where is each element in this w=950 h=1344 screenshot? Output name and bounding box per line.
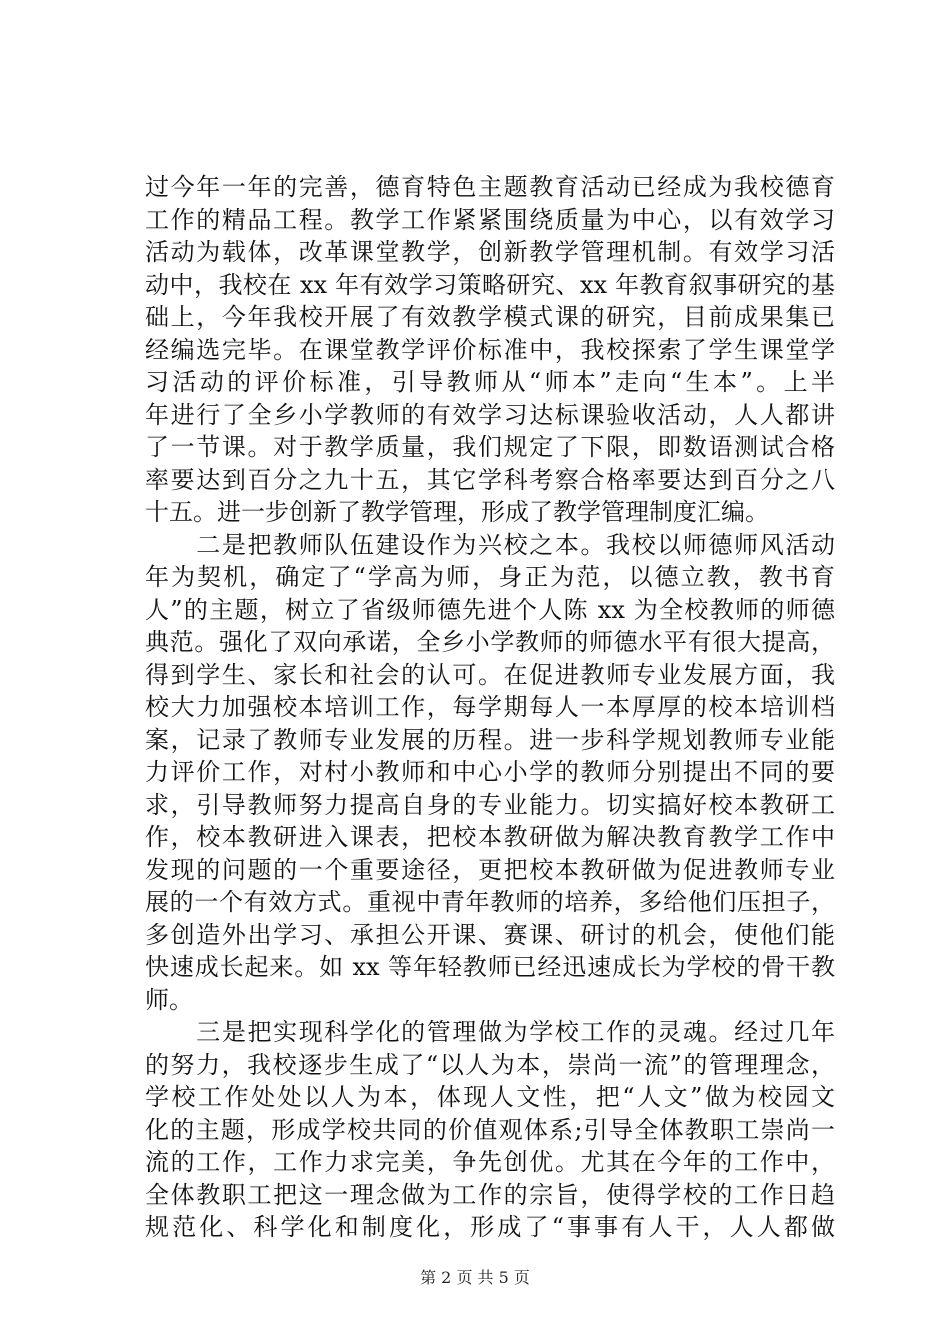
text-line: 础上，今年我校开展了有效教学模式课的研究，目前成果集已 (145, 303, 835, 331)
text-line: 十五。进一步创新了教学管理，形成了教学管理制度汇编。 (145, 498, 769, 526)
text-line: 快速成长起来。如 xx 等年轻教师已经迅速成长为学校的骨干教 (145, 953, 835, 981)
text-line: 得到学生、家长和社会的认可。在促进教师专业发展方面，我 (145, 660, 835, 689)
text-line: 工作的精品工程。教学工作紧紧围绕质量为中心，以有效学习 (145, 205, 835, 234)
text-line: 典范。强化了双向承诺，全乡小学教师的师德水平有很大提高， (145, 628, 835, 656)
text-line: 化的主题，形成学校共同的价值观体系;引导全体教职工崇尚一 (145, 1115, 835, 1144)
page-number-footer: 第 2 页 共 5 页 (420, 1268, 530, 1287)
text-line: 全体教职工把这一理念做为工作的宗旨，使得学校的工作日趋 (145, 1180, 835, 1209)
text-line: 人”的主题，树立了省级师德先进个人陈 xx 为全校教师的师德 (145, 595, 835, 624)
text-line: 规范化、科学化和制度化，形成了“事事有人干，人人都做 (145, 1213, 835, 1241)
text-line: 展的一个有效方式。重视中青年教师的培养，多给他们压担子， (145, 888, 835, 916)
text-line: 发现的问题的一个重要途径，更把校本教研做为促进教师专业 (145, 855, 835, 884)
document-body (145, 171, 835, 1244)
text-line: 三是把实现科学化的管理做为学校工作的灵魂。经过几年 (145, 1018, 835, 1046)
text-line: 过今年一年的完善，德育特色主题教育活动已经成为我校德育 (145, 173, 835, 201)
text-line: 师。 (145, 985, 193, 1014)
text-line: 求，引导教师努力提高自身的专业能力。切实搞好校本教研工 (145, 790, 835, 819)
text-line: 经编选完毕。在课堂教学评价标准中，我校探索了学生课堂学 (145, 335, 835, 364)
text-line: 活动为载体，改革课堂教学，创新教学管理机制。有效学习活 (145, 238, 835, 266)
text-line: 率要达到百分之九十五，其它学科考察合格率要达到百分之八 (145, 465, 835, 494)
text-line: 二是把教师队伍建设作为兴校之本。我校以师德师风活动 (145, 530, 835, 559)
text-line: 流的工作，工作力求完美，争先创优。尤其在今年的工作中， (145, 1148, 835, 1176)
text-line: 了一节课。对于教学质量，我们规定了下限，即数语测试合格 (145, 433, 835, 461)
text-line: 习活动的评价标准，引导教师从“师本”走向“生本”。上半 (145, 368, 835, 396)
text-line: 年为契机，确定了“学高为师，身正为范，以德立教，教书育 (145, 563, 835, 591)
text-line: 学校工作处处以人为本，体现人文性，把“人文”做为校园文 (145, 1083, 835, 1111)
text-line: 的努力，我校逐步生成了“以人为本，崇尚一流”的管理理念， (145, 1050, 835, 1079)
text-line: 力评价工作，对村小教师和中心小学的教师分别提出不同的要 (145, 758, 835, 786)
text-line: 动中，我校在 xx 年有效学习策略研究、xx 年教育叙事研究的基 (145, 270, 835, 299)
text-line: 作，校本教研进入课表，把校本教研做为解决教育教学工作中 (145, 823, 835, 851)
text-line: 多创造外出学习、承担公开课、赛课、研讨的机会，使他们能 (145, 920, 835, 949)
text-line: 校大力加强校本培训工作，每学期每人一本厚厚的校本培训档 (145, 693, 835, 721)
text-line: 案，记录了教师专业发展的历程。进一步科学规划教师专业能 (145, 725, 835, 754)
text-line: 年进行了全乡小学教师的有效学习达标课验收活动，人人都讲 (145, 400, 835, 429)
